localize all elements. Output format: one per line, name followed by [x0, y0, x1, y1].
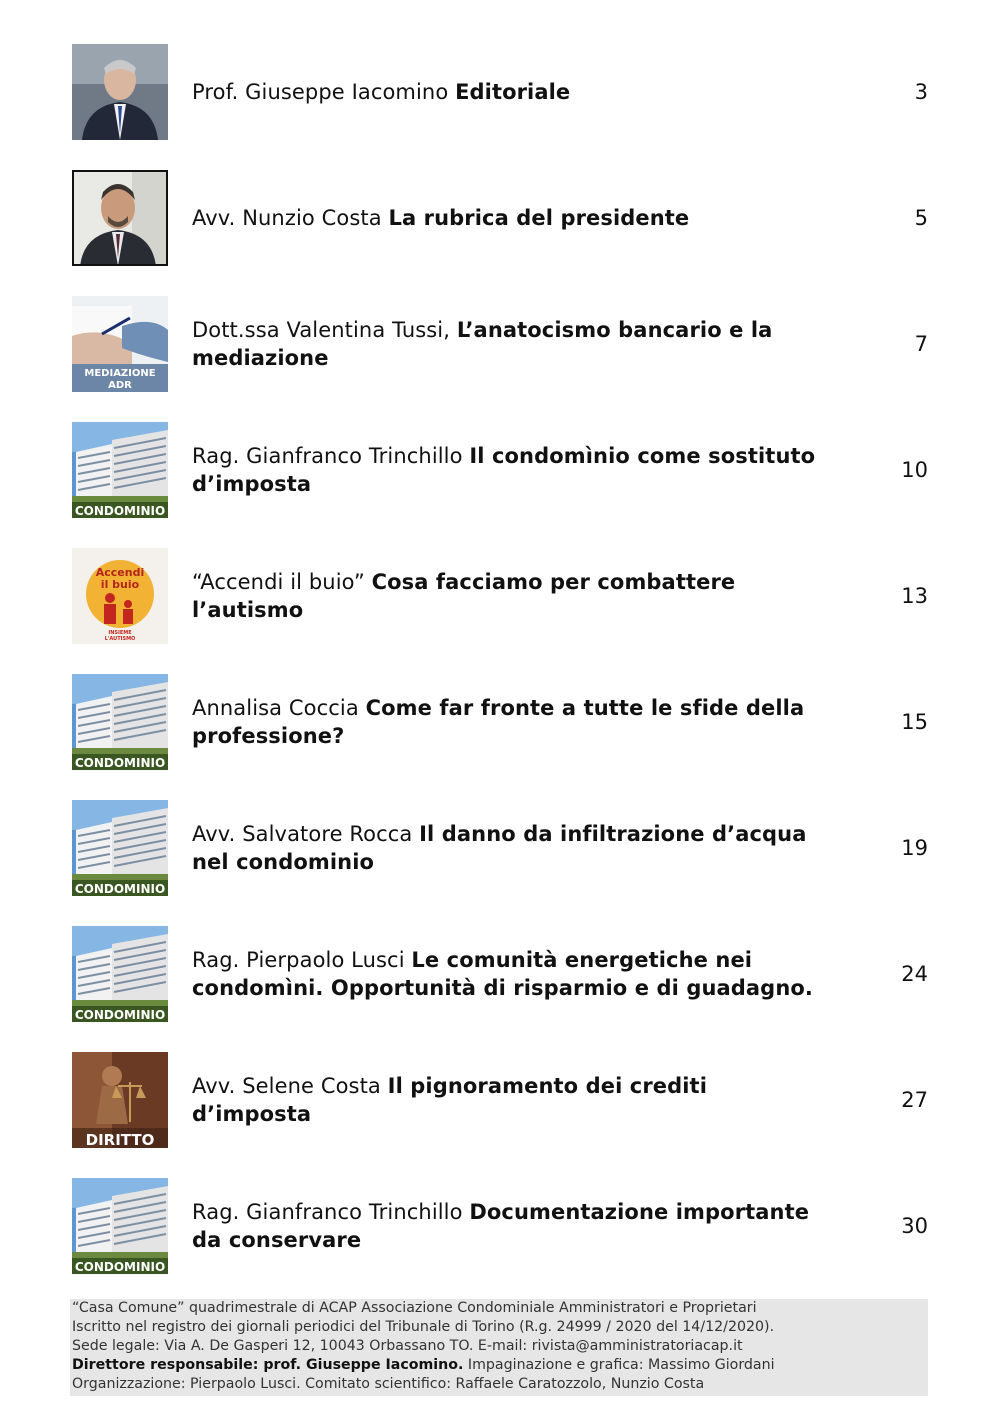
colophon-line: Iscritto nel registro dei giornali periodici del Tribunale di Torino (R.g. 24999 / 2020 del 14/12/2020). — [72, 1319, 775, 1335]
entry-title: Come far fronte a tutte le sfide della professione? — [192, 696, 805, 748]
toc-entry[interactable] — [70, 420, 930, 546]
page-number: 30 — [901, 1214, 928, 1238]
entry-author: Avv. Nunzio Costa — [192, 206, 382, 230]
condominio-image — [72, 926, 168, 1022]
entry-author: Avv. Salvatore Rocca — [192, 822, 413, 846]
toc-entry[interactable] — [70, 168, 930, 294]
toc-entry-text — [192, 294, 832, 394]
diritto-image — [72, 1052, 168, 1148]
toc-entry[interactable] — [70, 42, 930, 168]
colophon — [70, 1299, 928, 1396]
page-number: 10 — [901, 458, 928, 482]
entry-author: Rag. Gianfranco Trinchillo — [192, 444, 463, 468]
entry-title: Documentazione importante da conservare — [192, 1200, 810, 1252]
toc-entry[interactable] — [70, 1050, 930, 1176]
entry-title: Editoriale — [455, 80, 571, 104]
layout-credit: Impaginazione e grafica: Massimo Giordani — [463, 1357, 775, 1373]
toc-entry-text — [192, 42, 832, 142]
condominio-image — [72, 422, 168, 518]
svg-text:il buio: il buio — [100, 578, 140, 591]
svg-text:INSIEME: INSIEME — [108, 630, 132, 636]
toc-entry-text — [192, 546, 832, 646]
author-photo — [72, 44, 168, 140]
diritto-label: DIRITTO — [85, 1131, 155, 1148]
page-number: 27 — [901, 1088, 928, 1112]
entry-title: La rubrica del presidente — [388, 206, 690, 230]
page-number: 3 — [914, 80, 928, 104]
entry-title: Le comunità energetiche nei condomìni. Opportunità di risparmio e di guadagno. — [192, 948, 813, 1000]
entry-author: Rag. Gianfranco Trinchillo — [192, 1200, 463, 1224]
entry-author: Annalisa Coccia — [192, 696, 359, 720]
toc-entry-text — [192, 924, 832, 1024]
colophon-line: Sede legale: Via A. De Gasperi 12, 10043 Orbassano TO. E-mail: rivista@amministratoriacap.it — [72, 1338, 743, 1354]
toc-entry-text — [192, 1176, 832, 1276]
svg-text:ADR: ADR — [108, 380, 132, 391]
condominio-image — [72, 674, 168, 770]
page-number: 15 — [901, 710, 928, 734]
page-number: 5 — [914, 206, 928, 230]
mediazione-image — [72, 296, 168, 392]
condominio-label: CONDOMINIO — [74, 882, 166, 896]
page-number: 19 — [901, 836, 928, 860]
toc-entry-text — [192, 1050, 832, 1150]
entry-title: Il danno da infiltrazione d’acqua nel condominio — [192, 822, 807, 874]
toc-entry-text — [192, 672, 832, 772]
condominio-image — [72, 800, 168, 896]
entry-author: Prof. Giuseppe Iacomino — [192, 80, 449, 104]
condominio-label: CONDOMINIO — [74, 1008, 166, 1022]
entry-title: Il condomìnio come sostituto d’imposta — [192, 444, 816, 496]
entry-author: Rag. Pierpaolo Lusci — [192, 948, 405, 972]
condominio-label: CONDOMINIO — [74, 1260, 166, 1274]
entry-author: Dott.ssa Valentina Tussi, — [192, 318, 451, 342]
colophon-line: Organizzazione: Pierpaolo Lusci. Comitato scientifico: Raffaele Caratozzolo, Nunzio Costa — [72, 1376, 705, 1392]
colophon-line: “Casa Comune” quadrimestrale di ACAP Associazione Condominiale Amministratori e Proprietari — [72, 1300, 757, 1316]
condominio-image — [72, 1178, 168, 1274]
condominio-label: CONDOMINIO — [74, 504, 166, 518]
mediazione-label: MEDIAZIONE — [84, 368, 156, 379]
page-number: 13 — [901, 584, 928, 608]
author-photo — [72, 170, 168, 266]
toc-entry[interactable] — [70, 1176, 930, 1302]
svg-text:Accendi: Accendi — [95, 566, 145, 579]
entry-author: Avv. Selene Costa — [192, 1074, 381, 1098]
toc-entry[interactable] — [70, 924, 930, 1050]
condominio-label: CONDOMINIO — [74, 756, 166, 770]
toc-entry-text — [192, 420, 832, 520]
toc-entry-text — [192, 798, 832, 898]
page-number: 24 — [901, 962, 928, 986]
entry-title: Cosa facciamo per combattere l’autismo — [192, 570, 736, 622]
accendi-il-buio-logo — [72, 548, 168, 644]
director-credit: Direttore responsabile: prof. Giuseppe Iacomino. — [72, 1357, 464, 1373]
entry-author: “Accendi il buio” — [192, 570, 365, 594]
page-number: 7 — [914, 332, 928, 356]
toc-entry[interactable] — [70, 798, 930, 924]
entry-title: L’anatocismo bancario e la mediazione — [192, 318, 773, 370]
svg-text:L'AUTISMO: L'AUTISMO — [104, 636, 136, 642]
toc-entry[interactable] — [70, 672, 930, 798]
toc-entry[interactable] — [70, 294, 930, 420]
colophon-line — [72, 1356, 926, 1375]
toc-entry-text — [192, 168, 832, 268]
table-of-contents — [70, 42, 930, 1302]
entry-title: Il pignoramento dei crediti d’imposta — [192, 1074, 707, 1126]
toc-entry[interactable] — [70, 546, 930, 672]
